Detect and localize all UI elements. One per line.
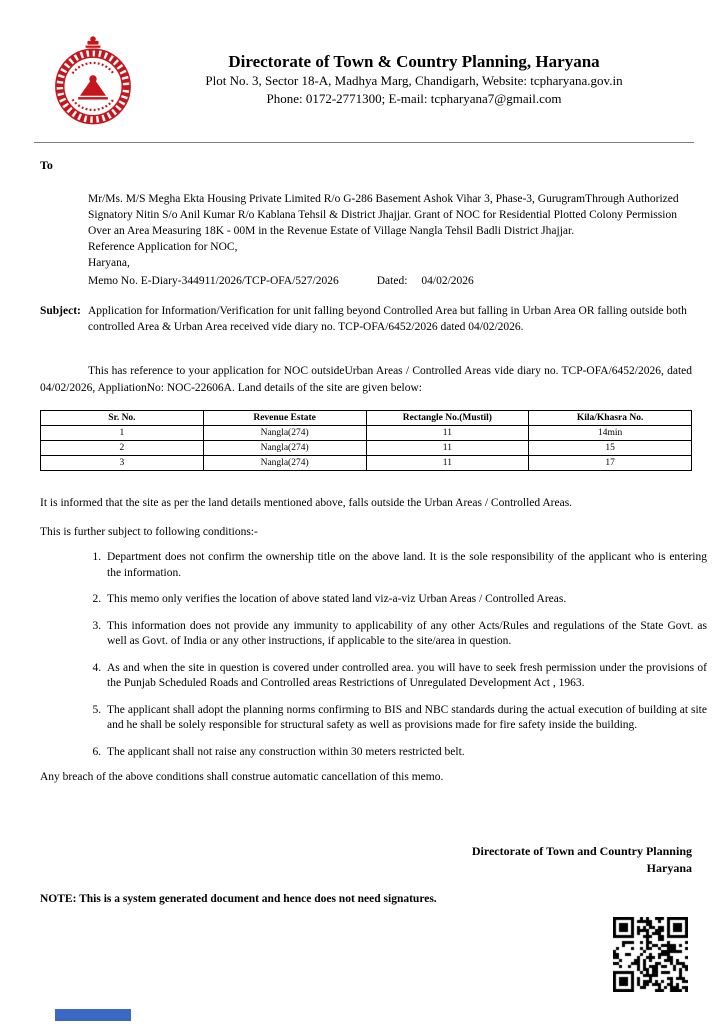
signature-block bbox=[40, 843, 692, 875]
subject-row bbox=[40, 303, 692, 335]
breach-clause: Any breach of the above conditions shall construe automatic cancellation of this memo. bbox=[40, 771, 444, 784]
cell-kila-khasra: 17 bbox=[529, 456, 692, 471]
condition-item: 5. The applicant shall adopt the planning norms confirming to BIS and NBC standards during the actual execution of building at site and he shall be solely responsible for structural safety as well as provisions made for fire safety inside the building. bbox=[104, 703, 707, 734]
memo-line bbox=[88, 273, 692, 289]
signature-org: Directorate of Town and Country Planning bbox=[471, 844, 692, 859]
cell-sr-no: 1 bbox=[41, 426, 204, 441]
col-header-rectangle-no: Rectangle No.(Mustil) bbox=[366, 411, 529, 426]
condition-item: 4. As and when the site in question is covered under controlled area. you will have to seek fresh permission under the provisions of the Punjab Scheduled Roads and Controlled areas Restrictions of Unregulated Development Act , 1963. bbox=[104, 661, 707, 692]
col-header-kila-khasra: Kila/Khasra No. bbox=[529, 411, 692, 426]
cell-revenue-estate: Nangla(274) bbox=[203, 441, 366, 456]
letterhead-text bbox=[136, 33, 692, 107]
cell-kila-khasra: 14min bbox=[529, 426, 692, 441]
state-line: Haryana, bbox=[88, 257, 130, 270]
haryana-govt-emblem-icon bbox=[54, 33, 132, 125]
dated-label: Dated: bbox=[376, 275, 408, 288]
system-generated-note: NOTE: This is a system generated document and hence does not need signatures. bbox=[40, 892, 437, 905]
signature-state: Haryana bbox=[646, 860, 692, 875]
org-address: Plot No. 3, Sector 18-A, Madhya Marg, Chandigarh, Website: tcpharyana.gov.in bbox=[205, 73, 623, 89]
table-header-row bbox=[41, 411, 692, 426]
cell-sr-no: 3 bbox=[41, 456, 204, 471]
table-row bbox=[41, 441, 692, 456]
footer-blue-strip bbox=[55, 1009, 131, 1021]
cell-kila-khasra: 15 bbox=[529, 441, 692, 456]
subject-text: Application for Information/Verification for unit falling beyond Controlled Area but falling in Urban Area OR falling outside both controlled Area & Urban Area received vide diary no. TCP-OFA/6452/2026 dated 04/02/2026. bbox=[88, 304, 687, 333]
recipient-address: Mr/Ms. M/S Megha Ekta Housing Private Limited R/o G-286 Basement Ashok Vihar 3, Phase-3, GurugramThrough Authorized Signatory Nitin S/o Anil Kumar R/o Kablana Tehsil & District Jhajjar. Grant of NOC for Residential Plotted Colony Permission Over an Area Measuring 18K - 00M in the Revenue Estate of Village Nangla Tehsil Badli District Jhajjar. bbox=[88, 193, 679, 238]
header-divider bbox=[34, 142, 694, 143]
site-status-line: It is informed that the site as per the land details mentioned above, falls outside the Urban Areas / Controlled Areas. bbox=[40, 497, 573, 510]
dated-value: 04/02/2026 bbox=[421, 275, 474, 288]
cell-rectangle-no: 11 bbox=[366, 441, 529, 456]
table-row bbox=[41, 456, 692, 471]
table-row bbox=[41, 426, 692, 441]
conditions-list bbox=[40, 550, 707, 760]
land-details-table bbox=[40, 410, 692, 471]
cell-rectangle-no: 11 bbox=[366, 426, 529, 441]
cell-revenue-estate: Nangla(274) bbox=[203, 426, 366, 441]
condition-item: 1. Department does not confirm the ownership title on the above land. It is the sole responsibility of the applicant who is entering the information. bbox=[104, 550, 707, 581]
memo-number: Memo No. E-Diary-344911/2026/TCP-OFA/527/2026 bbox=[88, 275, 339, 288]
condition-item: 6. The applicant shall not raise any construction within 30 meters restricted belt. bbox=[104, 745, 707, 761]
qr-code bbox=[613, 917, 688, 992]
recipient-block bbox=[88, 191, 692, 290]
col-header-revenue-estate: Revenue Estate bbox=[203, 411, 366, 426]
conditions-intro: This is further subject to following conditions:- bbox=[40, 526, 258, 539]
reference-application-line: Reference Application for NOC, bbox=[88, 241, 238, 254]
org-title: Directorate of Town & Country Planning, Haryana bbox=[228, 52, 600, 71]
salutation: To bbox=[40, 158, 53, 172]
cell-sr-no: 2 bbox=[41, 441, 204, 456]
cell-revenue-estate: Nangla(274) bbox=[203, 456, 366, 471]
subject-label: Subject: bbox=[40, 304, 81, 317]
condition-item: 3. This information does not provide any immunity to applicability of any other Acts/Rules and regulations of the State Govt. as well as Govt. of India or any other instructions, if applicable to the site/area in question. bbox=[104, 619, 707, 650]
cell-rectangle-no: 11 bbox=[366, 456, 529, 471]
col-header-sr-no: Sr. No. bbox=[41, 411, 204, 426]
condition-item: 2. This memo only verifies the location of above stated land viz-a-viz Urban Areas / Controlled Areas. bbox=[104, 592, 707, 608]
org-contact: Phone: 0172-2771300; E-mail: tcpharyana7@gmail.com bbox=[266, 90, 562, 106]
qr-code-container bbox=[40, 917, 692, 997]
reference-paragraph: This has reference to your application for NOC outsideUrban Areas / Controlled Areas vide diary no. TCP-OFA/6452/2026, dated 04/02/2026, AppliationNo: NOC-22606A. Land details of the site are given below: bbox=[40, 364, 692, 394]
letterhead bbox=[40, 33, 692, 132]
